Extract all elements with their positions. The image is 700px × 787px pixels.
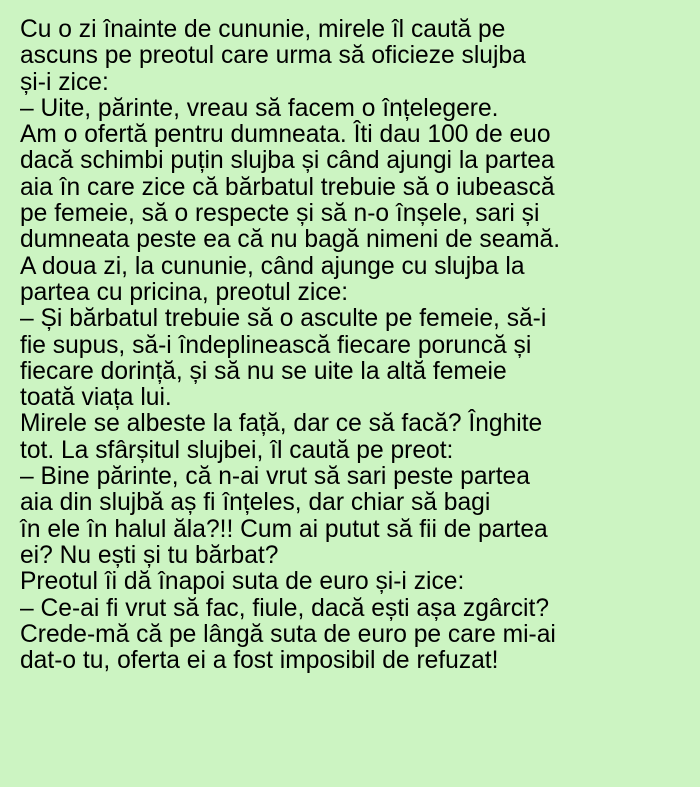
text-line-20: în ele în halul ăla?!! Cum ai putut să fii de partea [20,515,548,543]
text-line-21: ei? Nu ești și tu bărbat? [20,541,279,569]
text-line-8: pe femeie, să o respecte și să n-o înșele, sari și [20,200,540,228]
text-line-23: – Ce-ai fi vrut să fac, fiule, dacă ești așa zgârcit? [20,594,550,622]
text-line-14: fiecare dorință, și să nu se uite la altă femeie [20,357,507,385]
joke-text [20,17,688,674]
text-line-6: dacă schimbi puțin slujba și când ajungi la partea [20,147,555,175]
text-line-3: și-i zice: [20,68,109,96]
text-line-1: Cu o zi înainte de cununie, mirele îl caută pe [20,16,506,43]
text-line-18: – Bine părinte, că n-ai vrut să sari peste partea [20,463,530,491]
text-line-2: ascuns pe preotul care urma să oficieze slujba [20,42,526,70]
text-line-22: Preotul îi dă înapoi suta de euro și-i zice: [20,568,465,596]
text-line-25: dat-o tu, oferta ei a fost imposibil de refuzat! [20,647,499,675]
text-line-15: toată viața lui. [20,384,172,412]
text-line-4: – Uite, părinte, vreau să facem o înțelegere. [20,94,499,122]
text-line-16: Mirele se albeste la față, dar ce să facă? Înghite [20,410,543,438]
text-line-12: – Și bărbatul trebuie să o asculte pe femeie, să-i [20,305,547,333]
text-line-11: partea cu pricina, preotul zice: [20,278,349,306]
text-line-10: A doua zi, la cununie, când ajunge cu slujba la [20,252,525,280]
text-line-13: fie supus, să-i îndeplinească fiecare poruncă și [20,331,532,359]
text-line-24: Crede-mă că pe lângă suta de euro pe care mi-ai [20,620,556,648]
text-line-7: aia în care zice că bărbatul trebuie să o iubească [20,173,555,201]
text-line-9: dumneata peste ea că nu bagă nimeni de seamă. [20,226,561,254]
text-line-19: aia din slujbă aș fi înțeles, dar chiar să bagi [20,489,491,517]
text-line-17: tot. La sfârșitul slujbei, îl caută pe preot: [20,436,454,464]
text-line-5: Am o ofertă pentru dumneata. Îti dau 100 de euo [20,121,551,149]
